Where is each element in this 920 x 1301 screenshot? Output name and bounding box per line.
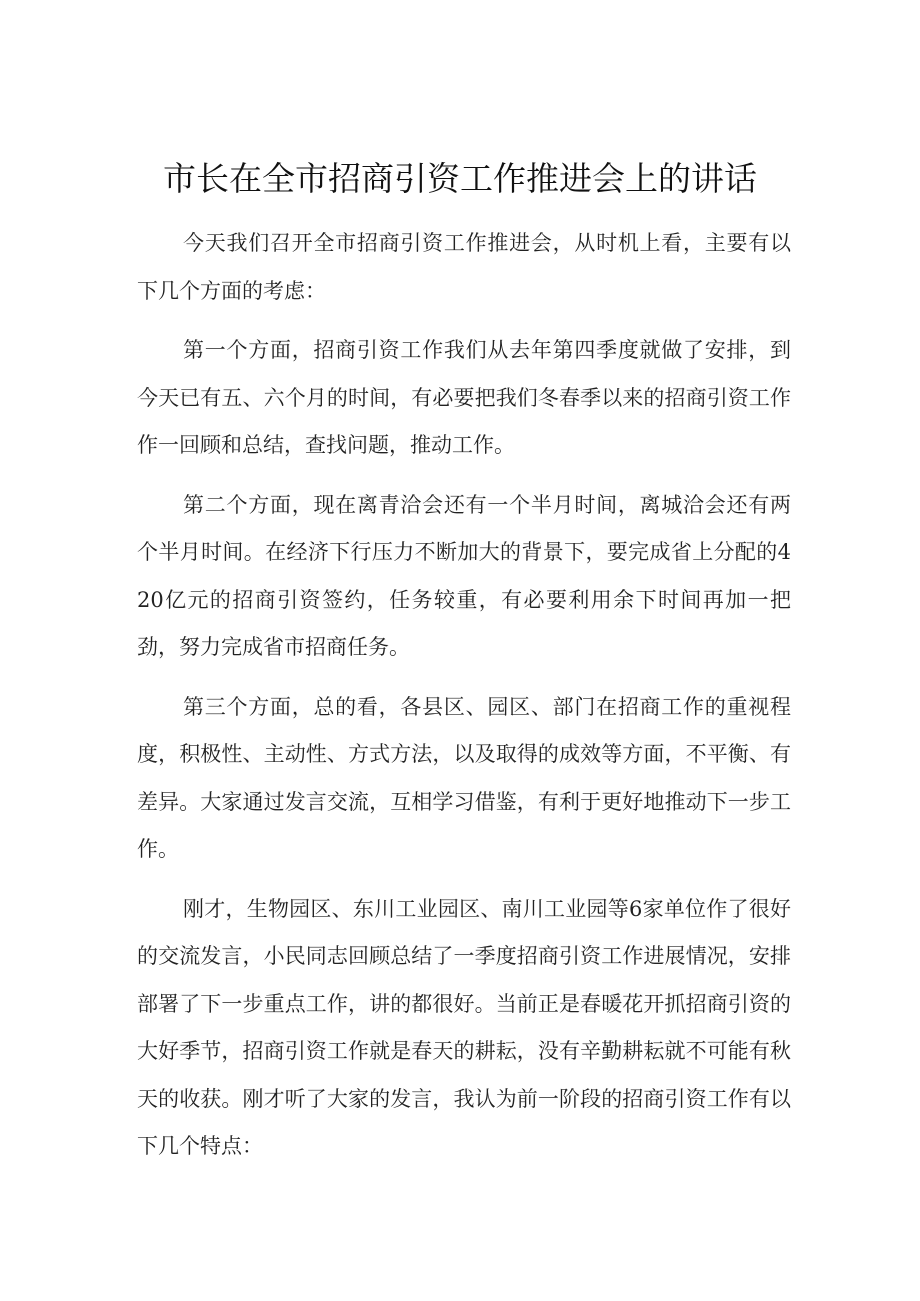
document-title: 市长在全市招商引资工作推进会上的讲话 <box>163 159 757 198</box>
paragraph-2: 第一个方面，招商引资工作我们从去年第四季度就做了安排，到今天已有五、六个月的时间，有必要把我们冬春季以来的招商引资工作作一回顾和总结，查找问题，推动工作。 <box>137 338 791 457</box>
paragraph-5: 刚才，生物园区、东川工业园区、南川工业园等6家单位作了很好的交流发言，小民同志回顾总结了一季度招商引资工作进展情况，安排部署了下一步重点工作，讲的都很好。当前正是春暖花开抓招商引资的大好季节，招商引资工作就是春天的耕耘，没有辛勤耕耘就不可能有秋天的收获。刚才听了大家的发言，我认为前一阶段的招商引资工作有以下几个特点： <box>137 896 791 1158</box>
document-body <box>137 220 791 1183</box>
paragraph-3: 第二个方面，现在离青洽会还有一个半月时间，离城洽会还有两个半月时间。在经济下行压力不断加大的背景下，要完成省上分配的420亿元的招商引资签约，任务较重，有必要利用余下时间再加一把劲，努力完成省市招商任务。 <box>137 492 791 659</box>
paragraph-4: 第三个方面，总的看，各县区、园区、部门在招商工作的重视程度，积极性、主动性、方式方法，以及取得的成效等方面，不平衡、有差异。大家通过发言交流，互相学习借鉴，有利于更好地推动下一步工作。 <box>137 694 791 861</box>
paragraph-1: 今天我们召开全市招商引资工作推进会，从时机上看，主要有以下几个方面的考虑： <box>137 231 791 303</box>
